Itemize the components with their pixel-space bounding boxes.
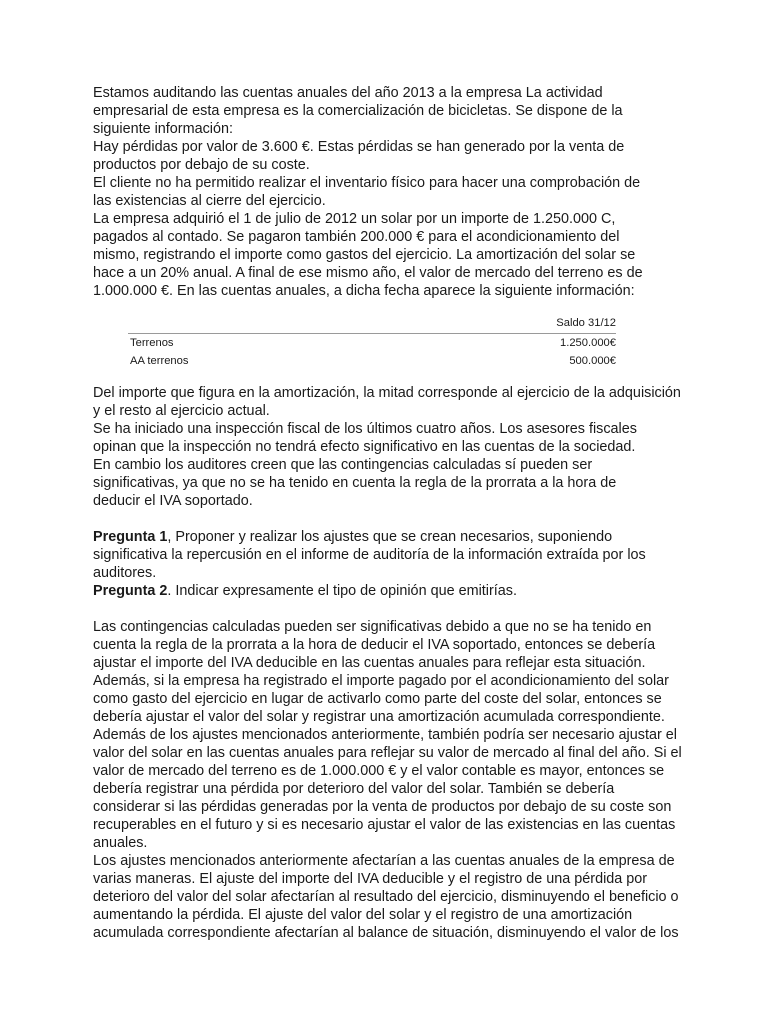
spacer — [93, 510, 683, 528]
text-line: hace a un 20% anual. A final de ese mismo año, el valor de mercado del terreno es de — [93, 265, 643, 281]
question-1-line-1 — [93, 528, 683, 546]
text-line: mismo, registrando el importe como gastos del ejercicio. La amortización del solar se — [93, 247, 636, 263]
question-1-line-3: auditores. — [93, 565, 157, 581]
text-line: debería ajustar el valor del solar y registrar una amortización acumulada correspondiente. — [93, 709, 665, 725]
text-line: 1.000.000 €. En las cuentas anuales, a dicha fecha aparece la siguiente información: — [93, 283, 635, 299]
text-line: y el resto al ejercicio actual. — [93, 403, 270, 419]
text-line: como gasto del ejercicio en lugar de activarlo como parte del coste del solar, entonces se — [93, 691, 662, 707]
text-line: deterioro del valor del solar afectarían al resultado del ejercicio, disminuyendo el beneficio o — [93, 889, 679, 905]
spacer — [93, 600, 683, 618]
text-line: valor de mercado del terreno es de 1.000.000 € y el valor contable es mayor, entonces se — [93, 763, 665, 779]
text-line: El cliente no ha permitido realizar el inventario físico para hacer una comprobación de — [93, 175, 641, 191]
text-line: En cambio los auditores creen que las contingencias calculadas sí pueden ser — [93, 457, 593, 473]
text-line: Se ha iniciado una inspección fiscal de los últimos cuatro años. Los asesores fiscales — [93, 421, 637, 437]
text-line: acumulada correspondiente afectarían al balance de situación, disminuyendo el valor de los — [93, 925, 679, 941]
text-line: significativas, ya que no se ha tenido en cuenta la regla de la prorrata a la hora de — [93, 475, 617, 491]
text-line: Además, si la empresa ha registrado el importe pagado por el acondicionamiento del solar — [93, 673, 669, 689]
intro-paragraph — [93, 84, 683, 300]
text-line: recuperables en el futuro y si es necesario ajustar el valor de las existencias en las cuentas — [93, 817, 676, 833]
text-line: productos por debajo de su coste. — [93, 157, 310, 173]
text-line: considerar si las pérdidas generadas por la venta de productos por debajo de su coste son — [93, 799, 672, 815]
text-line: Hay pérdidas por valor de 3.600 €. Estas pérdidas se han generado por la venta de — [93, 139, 625, 155]
question-1-line-2: significativa la repercusión en el informe de auditoría de la información extraída por los — [93, 547, 646, 563]
text-line: las existencias al cierre del ejercicio. — [93, 193, 326, 209]
text-line: La empresa adquirió el 1 de julio de 2012 un solar por un importe de 1.250.000 C, — [93, 211, 616, 227]
balance-table-header — [128, 313, 616, 334]
text-line: anuales. — [93, 835, 148, 851]
question-1-label: Pregunta 1 — [93, 529, 168, 545]
table-row-label: AA terrenos — [130, 355, 189, 367]
text-line: Las contingencias calculadas pueden ser significativas debido a que no se ha tenido en — [93, 619, 652, 635]
text-line: empresarial de esta empresa es la comercialización de bicicletas. Se dispone de la — [93, 103, 623, 119]
table-row-value: 500.000€ — [569, 355, 616, 367]
question-2-line — [93, 582, 683, 600]
table-row-label: Terrenos — [130, 337, 174, 349]
text-line: deducir el IVA soportado. — [93, 493, 253, 509]
question-block — [93, 528, 683, 600]
after-table-paragraph — [93, 384, 683, 510]
text-line: Los ajustes mencionados anteriormente afectarían a las cuentas anuales de la empresa de — [93, 853, 675, 869]
table-row-aa-terrenos — [128, 352, 616, 370]
balance-table-header-label: Saldo 31/12 — [556, 317, 616, 329]
answer-paragraph — [93, 618, 683, 942]
balance-table — [128, 313, 616, 370]
text-line: Del importe que figura en la amortización, la mitad corresponde al ejercicio de la adquisición — [93, 385, 681, 401]
text-line: ajustar el importe del IVA deducible en las cuentas anuales para reflejar esta situación. — [93, 655, 646, 671]
table-row-value: 1.250.000€ — [560, 337, 616, 349]
text-line: debería registrar una pérdida por deterioro del valor del solar. También se debería — [93, 781, 615, 797]
text-line: Además de los ajustes mencionados anteriormente, también podría ser necesario ajustar el — [93, 727, 677, 743]
text-line: cuenta la regla de la prorrata a la hora de deducir el IVA soportado, entonces se debería — [93, 637, 656, 653]
question-2-text: . Indicar expresamente el tipo de opinión que emitirías. — [167, 583, 517, 599]
question-1-text: , Proponer y realizar los ajustes que se crean necesarios, suponiendo — [167, 529, 613, 545]
table-row-terrenos — [128, 334, 616, 352]
question-2-label: Pregunta 2 — [93, 583, 168, 599]
text-line: varias maneras. El ajuste del importe del IVA deducible y el registro de una pérdida por — [93, 871, 648, 887]
document-body — [93, 384, 683, 942]
text-line: aumentando la pérdida. El ajuste del valor del solar y el registro de una amortización — [93, 907, 633, 923]
text-line: siguiente información: — [93, 121, 233, 137]
text-line: pagados al contado. Se pagaron también 200.000 € para el acondicionamiento del — [93, 229, 620, 245]
text-line: valor del solar en las cuentas anuales para reflejar su valor de mercado al final del año. Si el — [93, 745, 682, 761]
text-line: opinan que la inspección no tendrá efecto significativo en las cuentas de la sociedad. — [93, 439, 636, 455]
text-line: Estamos auditando las cuentas anuales del año 2013 a la empresa La actividad — [93, 85, 603, 101]
